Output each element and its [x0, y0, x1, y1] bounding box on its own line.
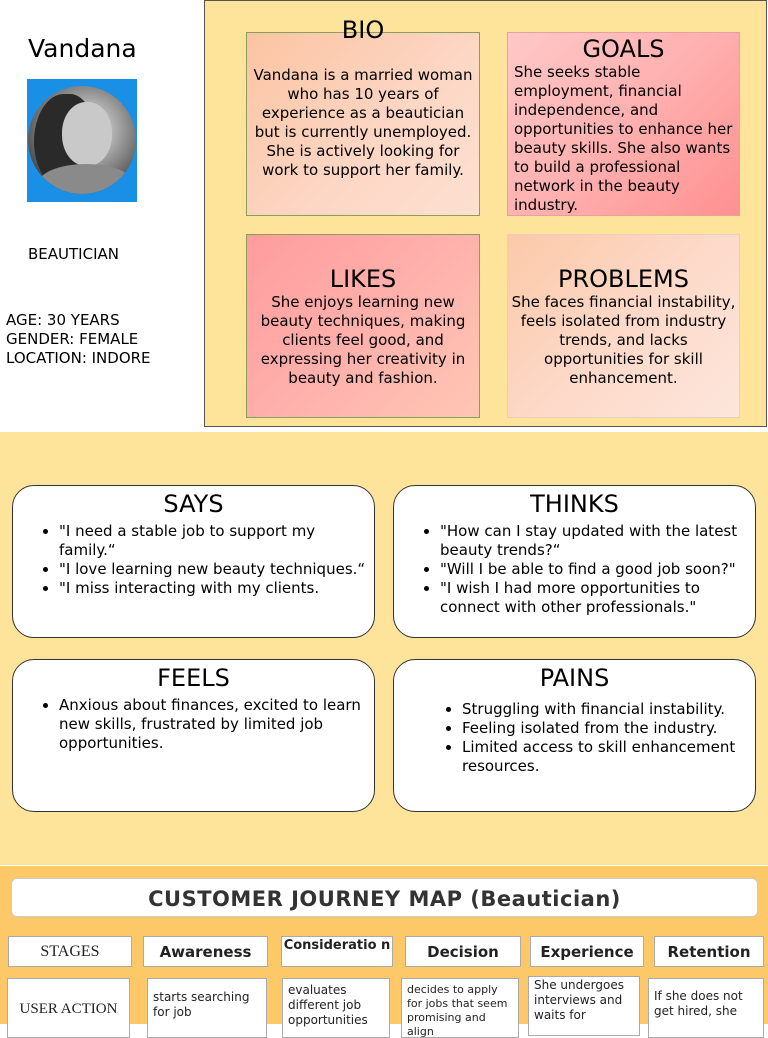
pains-item: • Struggling with financial instability. [462, 700, 755, 719]
likes-title: LIKES [329, 265, 397, 293]
says-item: • "I love learning new beauty techniques.“ [59, 560, 374, 579]
says-item: • "I miss interacting with my clients. [59, 579, 374, 598]
pains-item: • Limited access to skill enhancement resources. [462, 738, 755, 776]
says-box [12, 485, 375, 638]
goals-text: She seeks stable employment, financial independence, and opportunities to enhance her beauty skills. She also wants to build a professional network in the beauty industry. [514, 63, 733, 214]
feels-title: FEELS [157, 664, 230, 692]
journey-title: CUSTOMER JOURNEY MAP (Beautician) [11, 878, 758, 917]
likes-card [246, 234, 480, 418]
stage-decision: Decision [405, 936, 521, 967]
pains-list [394, 700, 755, 776]
action-awareness: starts searching for job [147, 978, 267, 1038]
stages-label: STAGES [8, 936, 132, 967]
stage-consideration: Consideratio n [281, 936, 393, 967]
problems-text: She faces financial instability, feels isolated from industry trends, and lacks opportunities for skill enhancement. [511, 293, 736, 387]
persona-location: LOCATION: INDORE [6, 349, 151, 367]
action-experience: She undergoes interviews and waits for [528, 976, 640, 1036]
thinks-item: • "How can I stay updated with the latest beauty trends?“ [440, 522, 755, 560]
thinks-title: THINKS [530, 490, 619, 518]
persona-demographics [6, 311, 151, 368]
problems-card [507, 234, 740, 418]
stage-awareness: Awareness [143, 936, 268, 967]
avatar [27, 79, 137, 202]
likes-text: She enjoys learning new beauty techniques, making clients feel good, and expressing her creativity in beauty and fashion. [260, 293, 466, 387]
pains-box [393, 659, 756, 812]
bio-card [246, 16, 480, 216]
persona-gender: GENDER: FEMALE [6, 330, 139, 348]
action-consideration: evaluates different job opportunities [282, 978, 390, 1038]
thinks-list [394, 522, 755, 617]
goals-card [507, 32, 740, 216]
problems-title: PROBLEMS [558, 265, 689, 293]
says-list [13, 522, 374, 598]
thinks-item: • "Will I be able to find a good job soon?" [440, 560, 755, 579]
persona-age: AGE: 30 YEARS [6, 311, 120, 329]
goals-title: GOALS [582, 35, 665, 63]
feels-item: • Anxious about finances, excited to learn new skills, frustrated by limited job opportunities. [59, 696, 374, 753]
persona-name: Vandana [28, 34, 137, 63]
pains-item: • Feeling isolated from the industry. [462, 719, 755, 738]
says-item: • "I need a stable job to support my family.“ [59, 522, 374, 560]
avatar-photo [28, 86, 136, 194]
bio-text: Vandana is a married woman who has 10 years of experience as a beautician but is currently unemployed. She is actively looking for work to support her family. [253, 66, 473, 179]
stage-experience: Experience [530, 936, 644, 967]
persona-occupation: BEAUTICIAN [28, 245, 119, 263]
bio-title: BIO [341, 16, 385, 44]
says-title: SAYS [163, 490, 224, 518]
user-action-label: USER ACTION [7, 978, 130, 1038]
feels-list [13, 696, 374, 753]
thinks-item: • "I wish I had more opportunities to connect with other professionals." [440, 579, 755, 617]
thinks-box [393, 485, 756, 638]
action-decision: decides to apply for jobs that seem promising and align [401, 978, 519, 1038]
action-retention: If she does not get hired, she [648, 978, 764, 1038]
feels-box [12, 659, 375, 812]
pains-title: PAINS [539, 664, 610, 692]
stage-retention: Retention [654, 936, 764, 967]
